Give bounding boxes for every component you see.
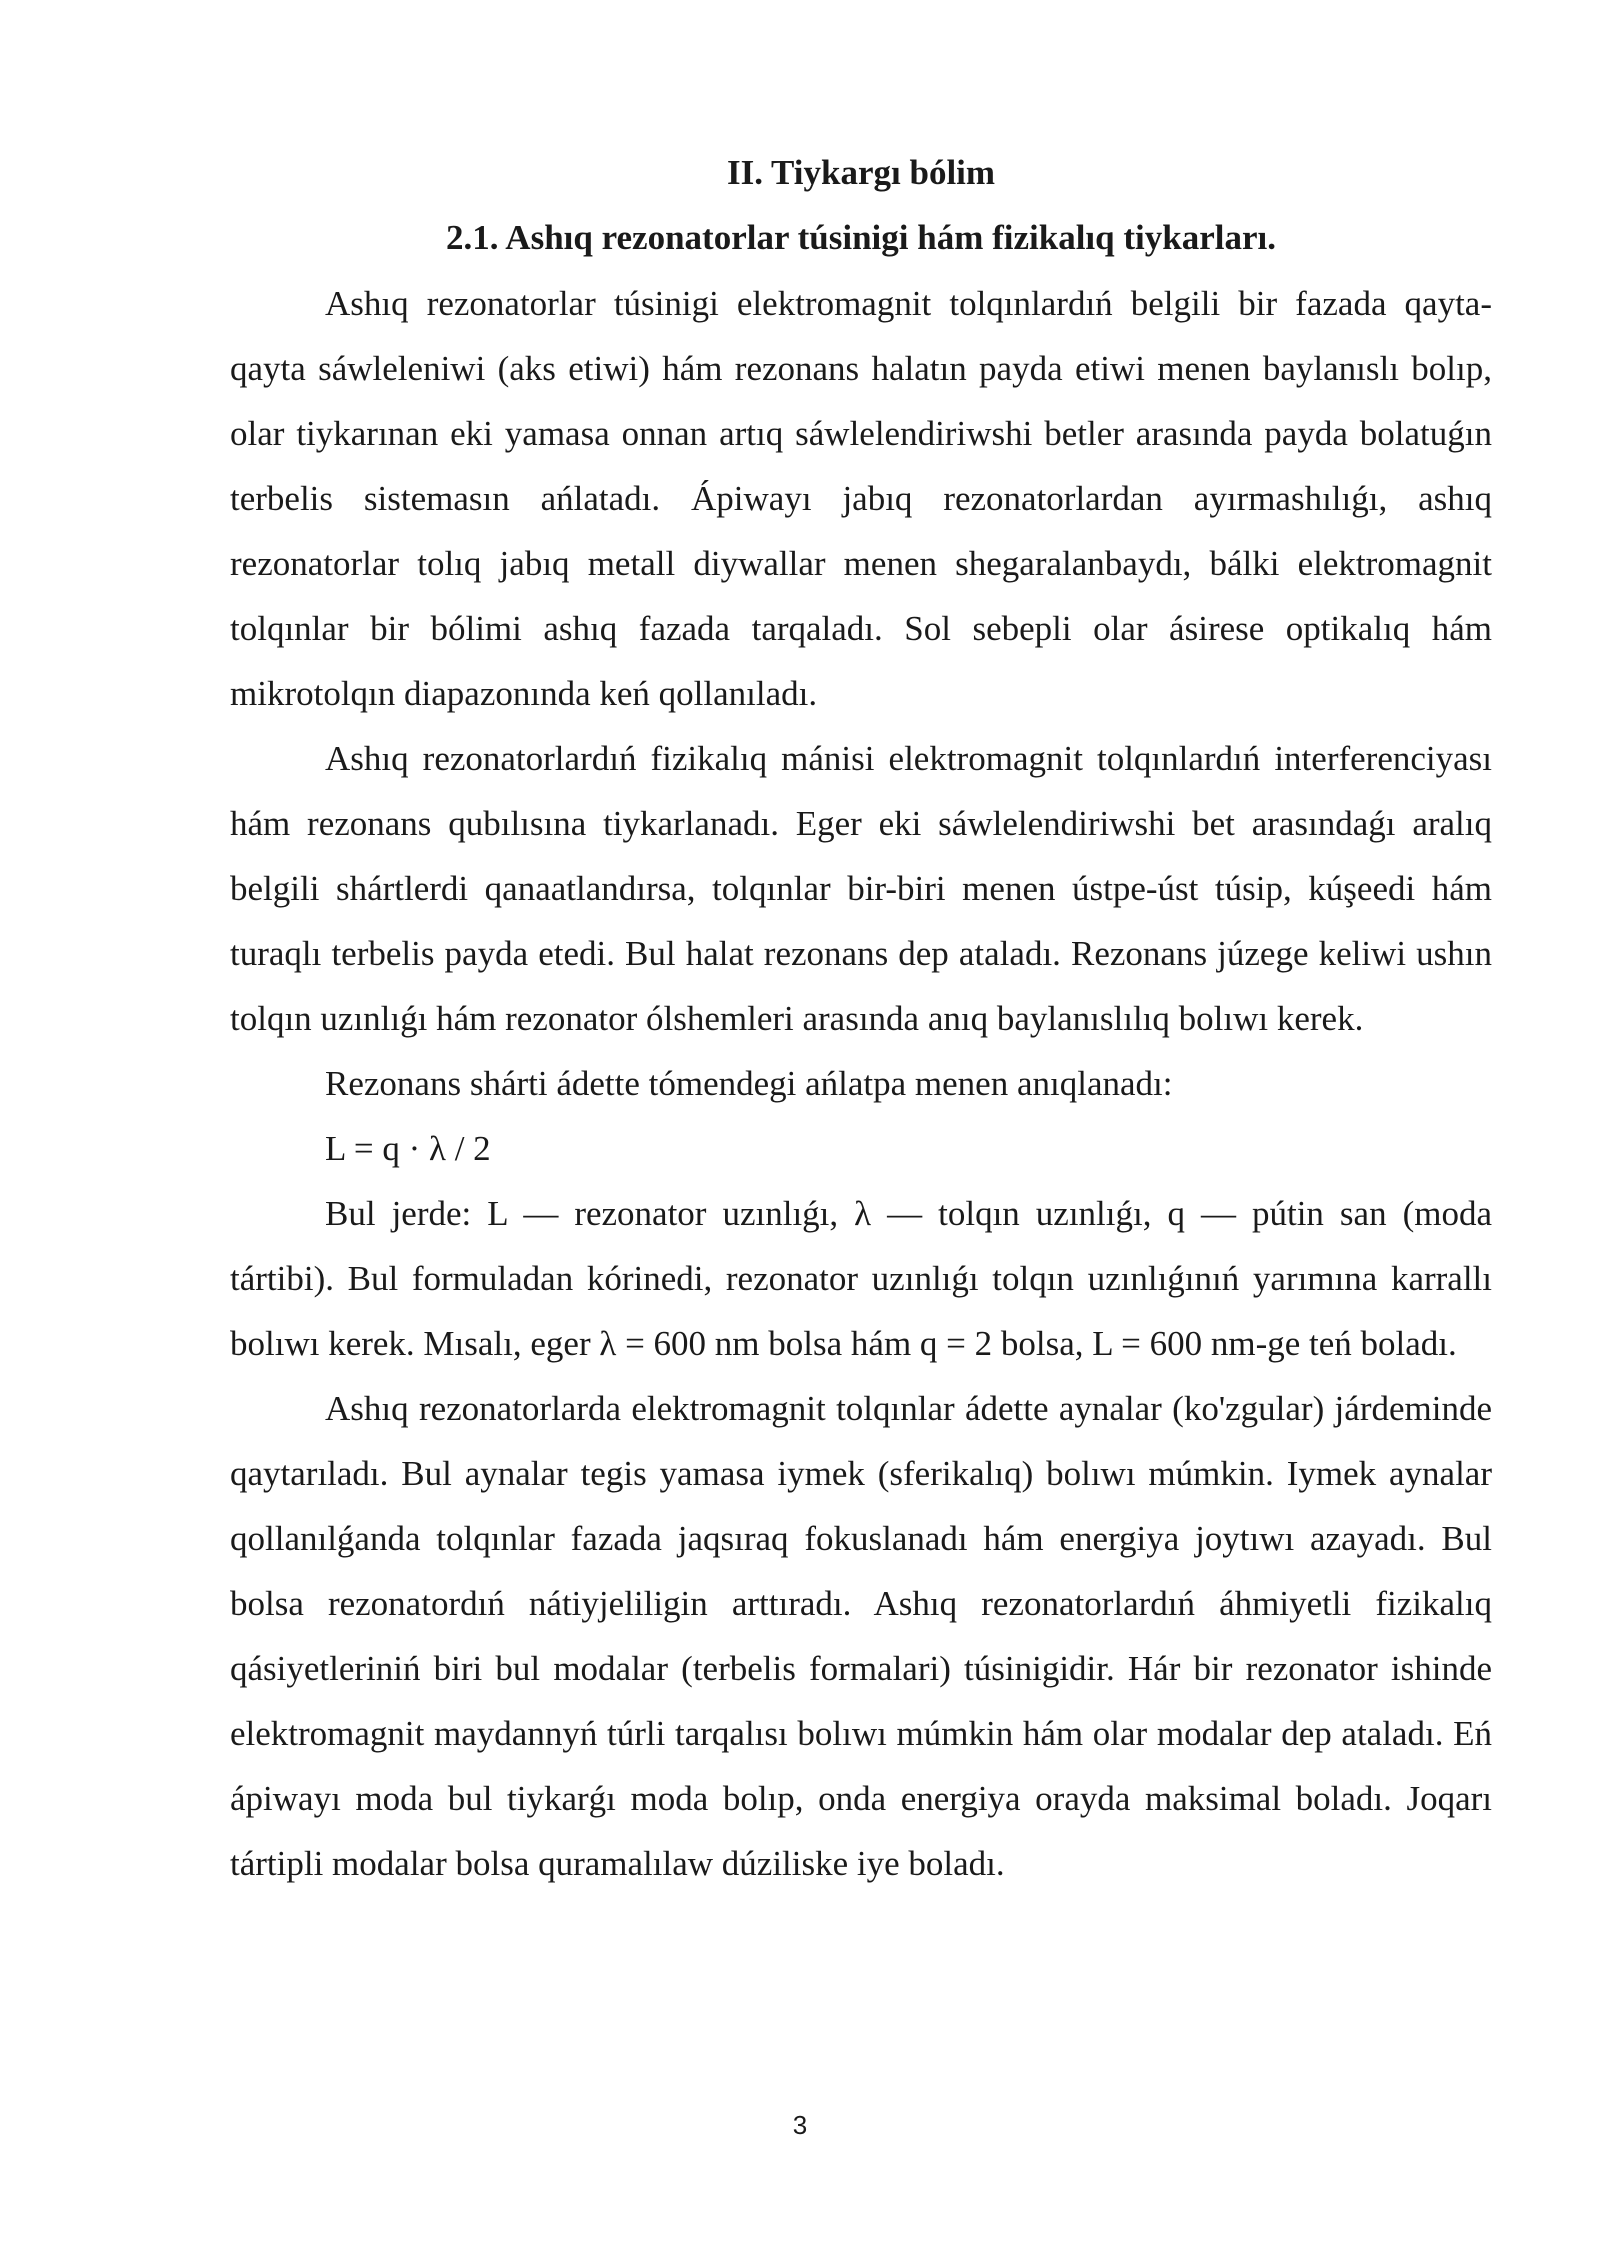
paragraph-4: Bul jerde: L — rezonator uzınlıǵı, λ — tolqın uzınlıǵı, q — pútin san (moda tártibi). Bul formuladan kórinedi, rezonator uzınlıǵı tolqın uzınlıǵınıń yarımına karrallı bolıwı kerek. Mısalı, eger λ = 600 nm bolsa hám q = 2 bolsa, L = 600 nm-ge teń boladı. bbox=[230, 1194, 1492, 1363]
page-number: 3 bbox=[792, 2110, 808, 2140]
paragraph-2: Ashıq rezonatorlardıń fizikalıq mánisi elektromagnit tolqınlardıń interferenciyası hám rezonans qubılısına tiykarlanadı. Eger eki sáwlelendiriwshi bet arasındaǵı aralıq belgili shártlerdi qanaatlandırsa, tolqınlar bir-biri menen ústpe-úst túsip, kúşeedi hám turaqlı terbelis payda etedi. Bul halat rezonans dep ataladı. Rezonans júzege keliwi ushın tolqın uzınlıǵı hám rezonator ólshemleri arasında anıq baylanıslılıq bolıwı kerek. bbox=[230, 739, 1492, 1038]
resonance-formula: L = q · λ / 2 bbox=[325, 1129, 491, 1168]
document-page bbox=[230, 150, 1492, 1896]
section-title: 2.1. Ashıq rezonatorlar túsinigi hám fizikalıq tiykarları. bbox=[445, 218, 1276, 257]
paragraph-5: Ashıq rezonatorlarda elektromagnit tolqınlar ádette aynalar (ko'zgular) járdeminde qaytarıladı. Bul aynalar tegis yamasa iymek (sferikalıq) bolıwı múmkin. Iymek aynalar qollanılǵanda tolqınlar fazada jaqsıraq fokuslanadı hám energiya joytıwı azayadı. Bul bolsa rezonatordıń nátiyjeliligin arttıradı. Ashıq rezonatorlardıń áhmiyetli fizikalıq qásiyetleriniń biri bul modalar (terbelis formalari) túsinigidir. Hár bir rezonator ishinde elektromagnit maydannyń túrli tarqalısı bolıwı múmkin hám olar modalar dep ataladı. Eń ápiwayı moda bul tiykarǵı moda bolıp, onda energiya orayda maksimal boladı. Joqarı tártipli modalar bolsa quramalılaw dúziliske iye boladı. bbox=[230, 1389, 1492, 1883]
chapter-title: II. Tiykargı bólim bbox=[726, 153, 996, 192]
body-text bbox=[230, 271, 1492, 1896]
paragraph-1: Ashıq rezonatorlar túsinigi elektromagnit tolqınlardıń belgili bir fazada qayta-qayta sáwleleniwi (aks etiwi) hám rezonans halatın payda etiwi menen baylanıslı bolıp, olar tiykarınan eki yamasa onnan artıq sáwlelendiriwshi betler arasında payda bolatuǵın terbelis sistemasın ańlatadı. Ápiwayı jabıq rezonatorlardan ayırmashılıǵı, ashıq rezonatorlar tolıq jabıq metall diywallar menen shegaralanbaydı, bálki elektromagnit tolqınlar bir bólimi ashıq fazada tarqaladı. Sol sebepli olar ásirese optikalıq hám mikrotolqın diapazonında keń qollanıladı. bbox=[230, 284, 1492, 713]
paragraph-3: Rezonans shárti ádette tómendegi ańlatpa menen anıqlanadı: bbox=[325, 1064, 1173, 1103]
